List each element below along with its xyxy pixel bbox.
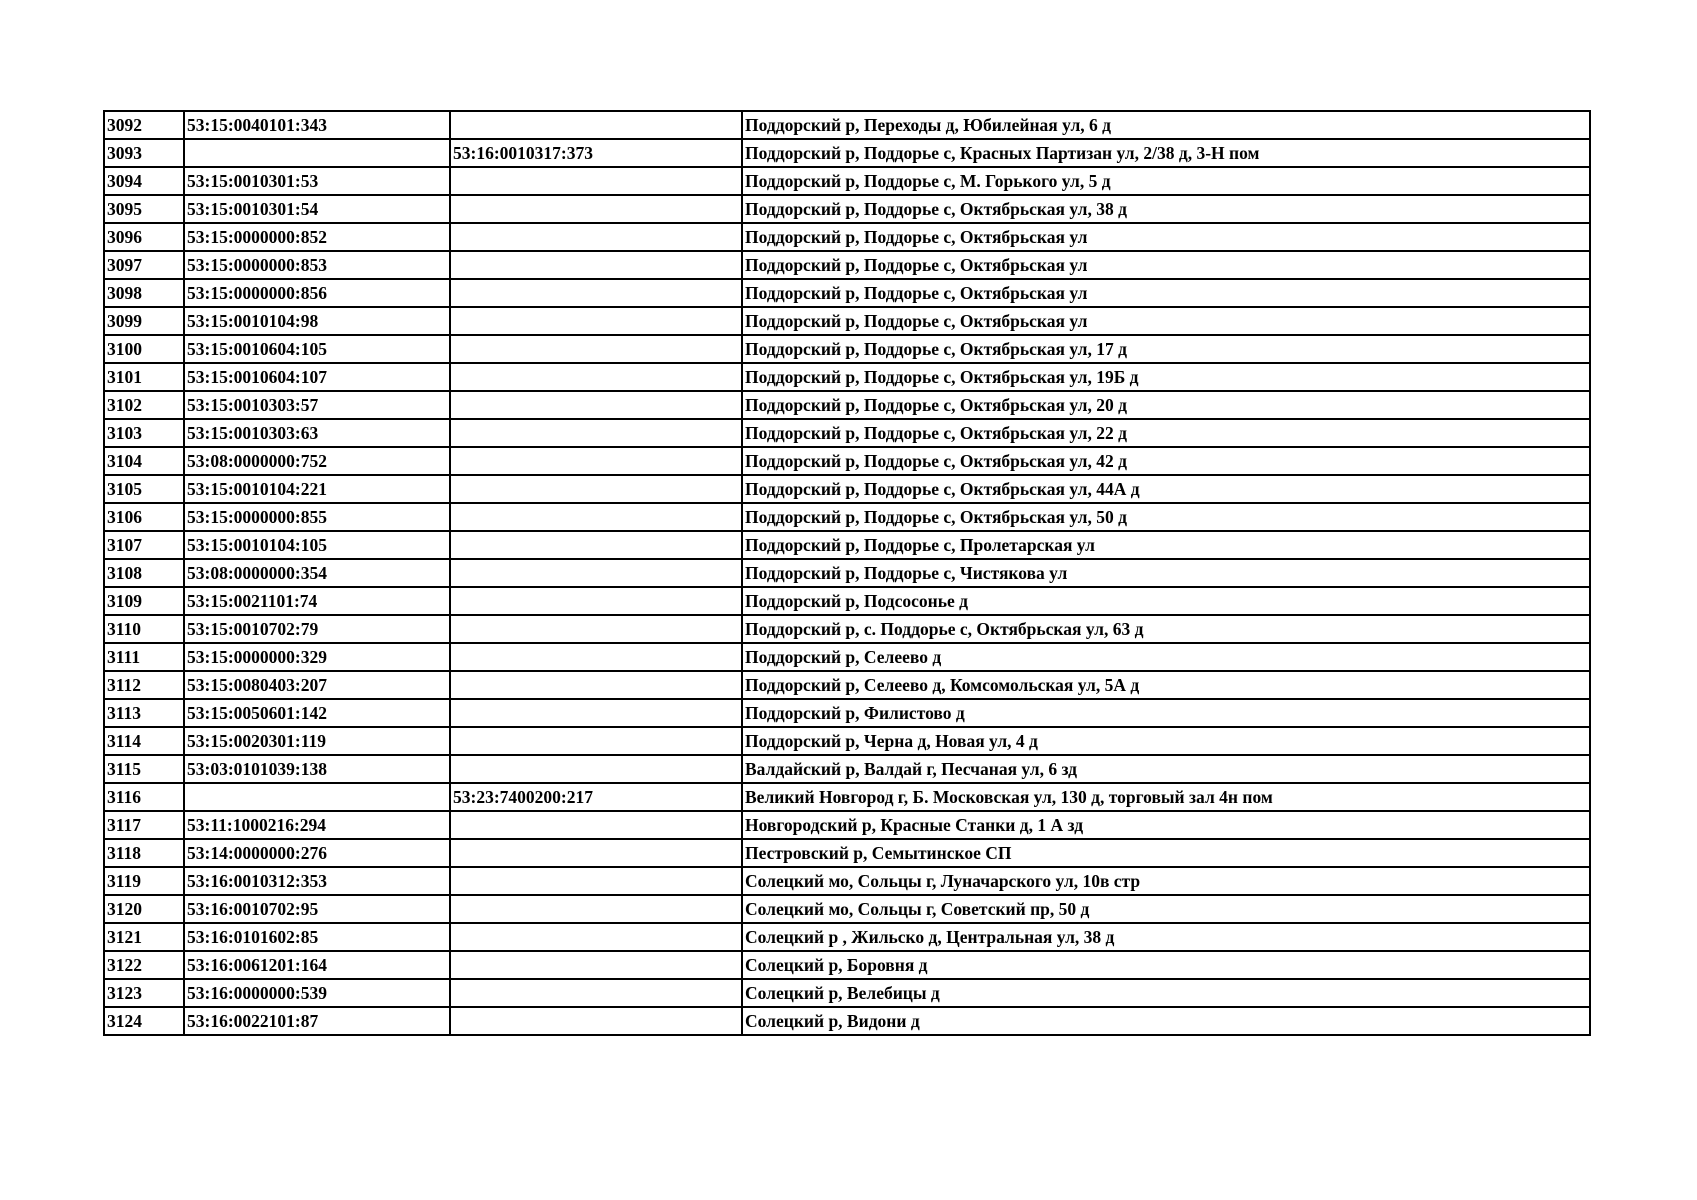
premises-cadastral-number-cell: [450, 979, 742, 1007]
premises-cadastral-number-cell: [450, 195, 742, 223]
table-row: [104, 503, 1590, 531]
premises-cadastral-number-cell: [450, 587, 742, 615]
table-row: [104, 755, 1590, 783]
table-row: [104, 783, 1590, 811]
address-cell: Поддорский р, Филистово д: [742, 699, 1590, 727]
cadastral-number-cell: [184, 139, 450, 167]
table-row: [104, 391, 1590, 419]
cadastral-number-cell: 53:16:0061201:164: [184, 951, 450, 979]
row-number-cell: 3114: [104, 727, 184, 755]
cadastral-number-cell: 53:15:0010301:54: [184, 195, 450, 223]
row-number-cell: 3106: [104, 503, 184, 531]
row-number-cell: 3119: [104, 867, 184, 895]
table-row: [104, 643, 1590, 671]
address-cell: Поддорский р, Селеево д: [742, 643, 1590, 671]
table-row: [104, 531, 1590, 559]
address-cell: Солецкий р, Боровня д: [742, 951, 1590, 979]
table-row: [104, 895, 1590, 923]
cadastral-number-cell: 53:15:0021101:74: [184, 587, 450, 615]
address-cell: Поддорский р, Черна д, Новая ул, 4 д: [742, 727, 1590, 755]
premises-cadastral-number-cell: [450, 503, 742, 531]
row-number-cell: 3103: [104, 419, 184, 447]
row-number-cell: 3097: [104, 251, 184, 279]
premises-cadastral-number-cell: [450, 447, 742, 475]
table-row: [104, 307, 1590, 335]
table-row: [104, 251, 1590, 279]
row-number-cell: 3120: [104, 895, 184, 923]
table-row: [104, 699, 1590, 727]
premises-cadastral-number-cell: 53:16:0010317:373: [450, 139, 742, 167]
table-row: [104, 279, 1590, 307]
cadastral-number-cell: 53:15:0010104:98: [184, 307, 450, 335]
row-number-cell: 3113: [104, 699, 184, 727]
table-row: [104, 167, 1590, 195]
row-number-cell: 3105: [104, 475, 184, 503]
address-cell: Великий Новгород г, Б. Московская ул, 130 д, торговый зал 4н пом: [742, 783, 1590, 811]
premises-cadastral-number-cell: [450, 391, 742, 419]
table-row: [104, 195, 1590, 223]
cadastral-number-cell: 53:14:0000000:276: [184, 839, 450, 867]
premises-cadastral-number-cell: [450, 699, 742, 727]
address-cell: Поддорский р, Поддорье с, Красных Партизан ул, 2/38 д, 3-Н пом: [742, 139, 1590, 167]
address-cell: Поддорский р, Поддорье с, Октябрьская ул, 22 д: [742, 419, 1590, 447]
address-cell: Поддорский р, Поддорье с, Октябрьская ул, 38 д: [742, 195, 1590, 223]
row-number-cell: 3109: [104, 587, 184, 615]
row-number-cell: 3117: [104, 811, 184, 839]
cadastral-number-cell: 53:03:0101039:138: [184, 755, 450, 783]
premises-cadastral-number-cell: [450, 559, 742, 587]
cadastral-number-cell: 53:15:0010604:107: [184, 363, 450, 391]
premises-cadastral-number-cell: [450, 1007, 742, 1035]
table-row: [104, 671, 1590, 699]
address-cell: Валдайский р, Валдай г, Песчаная ул, 6 зд: [742, 755, 1590, 783]
premises-cadastral-number-cell: [450, 279, 742, 307]
table-row: [104, 867, 1590, 895]
row-number-cell: 3096: [104, 223, 184, 251]
table-row: [104, 335, 1590, 363]
address-cell: Поддорский р, Поддорье с, Пролетарская ул: [742, 531, 1590, 559]
premises-cadastral-number-cell: [450, 951, 742, 979]
address-cell: Поддорский р, Поддорье с, Октябрьская ул: [742, 279, 1590, 307]
premises-cadastral-number-cell: [450, 867, 742, 895]
cadastral-number-cell: 53:15:0040101:343: [184, 111, 450, 139]
address-cell: Новгородский р, Красные Станки д, 1 А зд: [742, 811, 1590, 839]
table-row: [104, 979, 1590, 1007]
table-row: [104, 139, 1590, 167]
row-number-cell: 3112: [104, 671, 184, 699]
row-number-cell: 3102: [104, 391, 184, 419]
table-body: [104, 111, 1590, 1035]
cadastral-number-cell: 53:15:0000000:329: [184, 643, 450, 671]
premises-cadastral-number-cell: [450, 895, 742, 923]
cadastral-number-cell: 53:15:0000000:853: [184, 251, 450, 279]
premises-cadastral-number-cell: [450, 307, 742, 335]
address-cell: Поддорский р, Селеево д, Комсомольская ул, 5А д: [742, 671, 1590, 699]
cadastral-number-cell: 53:15:0050601:142: [184, 699, 450, 727]
row-number-cell: 3104: [104, 447, 184, 475]
premises-cadastral-number-cell: [450, 335, 742, 363]
address-cell: Поддорский р, Поддорье с, М. Горького ул, 5 д: [742, 167, 1590, 195]
row-number-cell: 3110: [104, 615, 184, 643]
address-cell: Поддорский р, Поддорье с, Октябрьская ул, 20 д: [742, 391, 1590, 419]
premises-cadastral-number-cell: [450, 671, 742, 699]
row-number-cell: 3099: [104, 307, 184, 335]
premises-cadastral-number-cell: [450, 727, 742, 755]
premises-cadastral-number-cell: [450, 643, 742, 671]
row-number-cell: 3101: [104, 363, 184, 391]
row-number-cell: 3122: [104, 951, 184, 979]
premises-cadastral-number-cell: [450, 111, 742, 139]
address-cell: Поддорский р, с. Поддорье с, Октябрьская ул, 63 д: [742, 615, 1590, 643]
row-number-cell: 3116: [104, 783, 184, 811]
row-number-cell: 3092: [104, 111, 184, 139]
cadastral-number-cell: [184, 783, 450, 811]
row-number-cell: 3121: [104, 923, 184, 951]
table-row: [104, 111, 1590, 139]
cadastral-number-cell: 53:15:0010303:63: [184, 419, 450, 447]
row-number-cell: 3100: [104, 335, 184, 363]
address-cell: Поддорский р, Поддорье с, Октябрьская ул, 50 д: [742, 503, 1590, 531]
premises-cadastral-number-cell: [450, 419, 742, 447]
address-cell: Солецкий мо, Сольцы г, Луначарского ул, 10в стр: [742, 867, 1590, 895]
table-row: [104, 923, 1590, 951]
premises-cadastral-number-cell: 53:23:7400200:217: [450, 783, 742, 811]
row-number-cell: 3123: [104, 979, 184, 1007]
address-cell: Солецкий мо, Сольцы г, Советский пр, 50 д: [742, 895, 1590, 923]
table-row: [104, 559, 1590, 587]
row-number-cell: 3108: [104, 559, 184, 587]
row-number-cell: 3118: [104, 839, 184, 867]
cadastral-number-cell: 53:15:0010303:57: [184, 391, 450, 419]
cadastral-number-cell: 53:08:0000000:354: [184, 559, 450, 587]
table-row: [104, 419, 1590, 447]
address-cell: Поддорский р, Поддорье с, Октябрьская ул, 44А д: [742, 475, 1590, 503]
premises-cadastral-number-cell: [450, 363, 742, 391]
cadastral-number-cell: 53:15:0010104:105: [184, 531, 450, 559]
address-cell: Солецкий р, Видони д: [742, 1007, 1590, 1035]
address-cell: Поддорский р, Переходы д, Юбилейная ул, 6 д: [742, 111, 1590, 139]
premises-cadastral-number-cell: [450, 755, 742, 783]
cadastral-number-cell: 53:16:0010312:353: [184, 867, 450, 895]
premises-cadastral-number-cell: [450, 531, 742, 559]
table-row: [104, 951, 1590, 979]
address-cell: Поддорский р, Поддорье с, Октябрьская ул: [742, 223, 1590, 251]
cadastral-number-cell: 53:16:0000000:539: [184, 979, 450, 1007]
table-row: [104, 615, 1590, 643]
table-row: [104, 839, 1590, 867]
cadastral-number-cell: 53:11:1000216:294: [184, 811, 450, 839]
address-cell: Солецкий р, Велебицы д: [742, 979, 1590, 1007]
row-number-cell: 3111: [104, 643, 184, 671]
address-cell: Поддорский р, Поддорье с, Октябрьская ул: [742, 307, 1590, 335]
table-row: [104, 475, 1590, 503]
premises-cadastral-number-cell: [450, 923, 742, 951]
address-cell: Солецкий р , Жильско д, Центральная ул, 38 д: [742, 923, 1590, 951]
premises-cadastral-number-cell: [450, 839, 742, 867]
cadastral-number-cell: 53:16:0101602:85: [184, 923, 450, 951]
premises-cadastral-number-cell: [450, 811, 742, 839]
address-cell: Поддорский р, Поддорье с, Чистякова ул: [742, 559, 1590, 587]
cadastral-number-cell: 53:16:0010702:95: [184, 895, 450, 923]
address-cell: Поддорский р, Поддорье с, Октябрьская ул: [742, 251, 1590, 279]
table-row: [104, 811, 1590, 839]
table-row: [104, 587, 1590, 615]
premises-cadastral-number-cell: [450, 615, 742, 643]
row-number-cell: 3124: [104, 1007, 184, 1035]
row-number-cell: 3093: [104, 139, 184, 167]
address-cell: Поддорский р, Поддорье с, Октябрьская ул, 19Б д: [742, 363, 1590, 391]
premises-cadastral-number-cell: [450, 167, 742, 195]
cadastral-number-cell: 53:15:0000000:855: [184, 503, 450, 531]
address-cell: Поддорский р, Подсосонье д: [742, 587, 1590, 615]
cadastral-number-cell: 53:15:0000000:852: [184, 223, 450, 251]
cadastral-number-cell: 53:16:0022101:87: [184, 1007, 450, 1035]
cadastral-number-cell: 53:15:0010604:105: [184, 335, 450, 363]
row-number-cell: 3115: [104, 755, 184, 783]
cadastral-number-cell: 53:15:0000000:856: [184, 279, 450, 307]
row-number-cell: 3094: [104, 167, 184, 195]
row-number-cell: 3095: [104, 195, 184, 223]
premises-cadastral-number-cell: [450, 475, 742, 503]
table-row: [104, 727, 1590, 755]
property-table: [103, 110, 1591, 1036]
address-cell: Поддорский р, Поддорье с, Октябрьская ул, 42 д: [742, 447, 1590, 475]
cadastral-number-cell: 53:15:0010104:221: [184, 475, 450, 503]
row-number-cell: 3098: [104, 279, 184, 307]
address-cell: Пестровский р, Семытинское СП: [742, 839, 1590, 867]
cadastral-number-cell: 53:15:0080403:207: [184, 671, 450, 699]
cadastral-number-cell: 53:15:0010702:79: [184, 615, 450, 643]
premises-cadastral-number-cell: [450, 223, 742, 251]
table-row: [104, 1007, 1590, 1035]
cadastral-number-cell: 53:15:0010301:53: [184, 167, 450, 195]
cadastral-number-cell: 53:08:0000000:752: [184, 447, 450, 475]
address-cell: Поддорский р, Поддорье с, Октябрьская ул, 17 д: [742, 335, 1590, 363]
premises-cadastral-number-cell: [450, 251, 742, 279]
cadastral-number-cell: 53:15:0020301:119: [184, 727, 450, 755]
table-row: [104, 447, 1590, 475]
table-row: [104, 223, 1590, 251]
table-row: [104, 363, 1590, 391]
row-number-cell: 3107: [104, 531, 184, 559]
